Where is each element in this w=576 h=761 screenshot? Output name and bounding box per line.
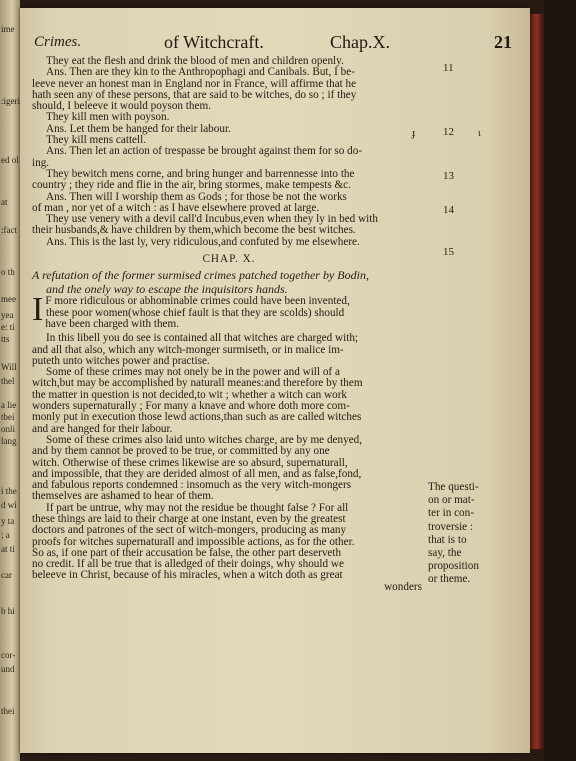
text-line: beleeve in Christ, because of his miracles, when a witch doth as great — [32, 569, 343, 582]
page-header — [32, 30, 512, 54]
text-line: their husbands,& have children by them,which become the best witches. — [32, 224, 356, 237]
text-line: Ans. Then will I worship them as Gods ; for those be not the works — [46, 190, 347, 203]
text-line: So as, if one part of their accusation be false, the other part deserveth — [32, 546, 342, 559]
left-page-fragment: b hi — [1, 606, 15, 616]
margin-number: 13 — [443, 170, 454, 182]
text-line: Ans. Let them be hanged for their labour. — [46, 122, 231, 135]
text-line: If part be untrue, why may not the residue be thought false ? For all — [46, 501, 349, 514]
text-line: In this libell you do see is contained all that witches are charged with; — [46, 332, 359, 345]
left-page-fragment: onli — [1, 424, 16, 434]
text-line: and are hanged for their labour. — [32, 422, 173, 435]
text-line: proofs for witches supernaturall and impossible actions, as for the other. — [32, 535, 355, 548]
left-page-edge — [0, 0, 20, 761]
left-page-fragment: lang — [1, 436, 17, 446]
text-line: these poor women(whose chief fault is that they are scolds) should — [46, 306, 345, 319]
left-page-fragment: thel — [1, 376, 15, 386]
left-page-fragment: i the — [1, 486, 17, 496]
text-line: wonders supernaturally ; For many a knave and whore doth more com- — [32, 400, 350, 413]
margin-note-line: on or mat- — [428, 494, 475, 507]
margin-note-line: or theme. — [428, 573, 471, 586]
chapter-subtitle-line: and the onely way to escape the inquisitors hands. — [46, 282, 288, 297]
text-line: witch. Otherwise of these crimes likewise are so absurd, supernaturall, — [32, 456, 348, 469]
text-line-content: F more ridiculous or abhominable crimes could have been invented, — [45, 295, 350, 308]
text-line: and fabulous reports condemned : insomuch as the very witch-mongers — [32, 479, 352, 492]
left-page-fragment: d wi — [1, 500, 17, 510]
left-page-fragment: a lie — [1, 400, 17, 410]
text-line: of man , nor yet of a witch : as I have elsewhere proved at large. — [32, 201, 320, 214]
text-line: puteth unto witches power and practise. — [32, 354, 210, 367]
margin-note — [428, 481, 502, 587]
page-number: 21 — [494, 32, 512, 52]
left-page-fragment: Will — [1, 362, 17, 372]
text-line: They eat the flesh and drink the blood of men and children openly. — [46, 55, 344, 67]
chapter-subtitle-line: A refutation of the former surmised crimes patched together by Bodin, — [32, 268, 369, 283]
body-text — [32, 56, 426, 593]
text-line: doctors and patrones of the sect of witch-mongers, producing as many — [32, 524, 347, 537]
text-line: and impossible, that they are derided almost of all men, and as false,fond, — [32, 467, 362, 480]
text-line: country ; they ride and flie in the air, bring stormes, make tempests &c. — [32, 179, 351, 192]
margin-number: 12 — [443, 126, 454, 138]
left-page-fragment: ime — [1, 24, 15, 34]
text-line: and all that also, which any witch-monger surmiseth, or in malice im- — [32, 343, 344, 356]
page-title: of Witchcraft. — [164, 32, 264, 52]
text-line: have been charged with them. — [45, 317, 180, 330]
left-page-fragment: yea — [1, 310, 14, 320]
margin-number: 11 — [443, 62, 454, 74]
left-page-fragment: y ta — [1, 516, 15, 526]
text-line: They use venery with a devil call'd Incubus,even when they ly in bed with — [46, 213, 378, 226]
book-cover-edge — [530, 14, 544, 749]
text-line: They bewitch mens corne, and bring hunger and barrennesse into the — [46, 167, 355, 180]
catchword: wonders — [384, 580, 422, 593]
text-line: Ans. Then are they kin to the Anthropophagi and Canibals. But, I be- — [46, 66, 355, 79]
margin-note-line: troversie : — [428, 520, 474, 533]
text-line: should, I beleeve it would poyson them. — [32, 100, 211, 113]
margin-note-line: The questi- — [428, 481, 479, 493]
text-line: these things are laid to their charge at one instant, even by the greatest — [32, 512, 346, 525]
background-shadow — [544, 0, 576, 761]
left-page-fragment: tbei — [1, 412, 15, 422]
left-page-fragment: car — [1, 570, 12, 580]
left-page-fragment: at ti — [1, 544, 15, 554]
left-page-fragment: ; a — [1, 530, 10, 540]
margin-number: 14 — [443, 204, 454, 216]
margin-note-line: say, the — [428, 547, 462, 560]
margin-note-line: that is to — [428, 533, 467, 546]
text-line: They kill men with poyson. — [46, 111, 170, 124]
text-line: Some of these crimes may not onely be in the power and will of a — [46, 366, 340, 379]
left-page-fragment: :fact — [1, 225, 17, 235]
text-line: and by them cannot be proved to be true, or committed by any one — [32, 445, 330, 458]
text-line: themselves are ashamed to hear of them. — [32, 490, 214, 503]
text-line: ing. — [32, 156, 50, 169]
left-page-fragment: mee — [1, 294, 16, 304]
left-page-fragment: thei — [1, 706, 15, 716]
chapter-heading: CHAP. X. — [202, 253, 256, 266]
margin-note-line: proposition — [428, 560, 479, 573]
left-page-fragment: tts — [1, 334, 10, 344]
text-line: witch,but may be accomplished by naturall meanes:and therefore by them — [32, 377, 363, 390]
left-page-fragment: cor- — [1, 650, 16, 660]
left-page-fragment: at — [1, 197, 8, 207]
left-page-fragment: o th — [1, 267, 15, 277]
text-line: the matter in question is not decided,to wit ; whether a witch can work — [32, 388, 348, 401]
text-line: hath seen any of these persons, that are said to be witches, do so ; if they — [32, 88, 357, 101]
running-title: Crimes. — [34, 34, 82, 50]
left-page-fragment: ed ol — [1, 155, 19, 165]
left-page-fragment: e: ti — [1, 322, 15, 332]
margin-mark: ɟ — [412, 128, 416, 139]
margin-mark: ɩ — [478, 128, 481, 139]
left-page-fragment: :igeri — [1, 96, 20, 106]
text-line: Some of these crimes also laid unto witches charge, are by me denyed, — [46, 433, 363, 446]
chapter-label: Chap.X. — [330, 32, 390, 52]
text-line: They kill mens cattell. — [46, 134, 147, 147]
text-line: no credit. If all be true that is alledged of their doings, why should we — [32, 558, 344, 571]
drop-cap: I — [32, 291, 44, 329]
book-page — [20, 8, 530, 753]
margin-note-line: ter in con- — [428, 507, 474, 520]
text-line: monly put in execution those lewd actions,than such as are called witches — [32, 411, 362, 424]
text-line: leeve never an honest man in England nor in France, will affirme that he — [32, 77, 357, 90]
text-line: Ans. Then let an action of trespasse be brought against them for so do- — [46, 145, 363, 158]
margin-number: 15 — [443, 246, 454, 258]
text-line: Ans. This is the last ly, very ridiculous,and confuted by me elsewhere. — [46, 235, 360, 248]
left-page-fragment: und — [1, 664, 15, 674]
